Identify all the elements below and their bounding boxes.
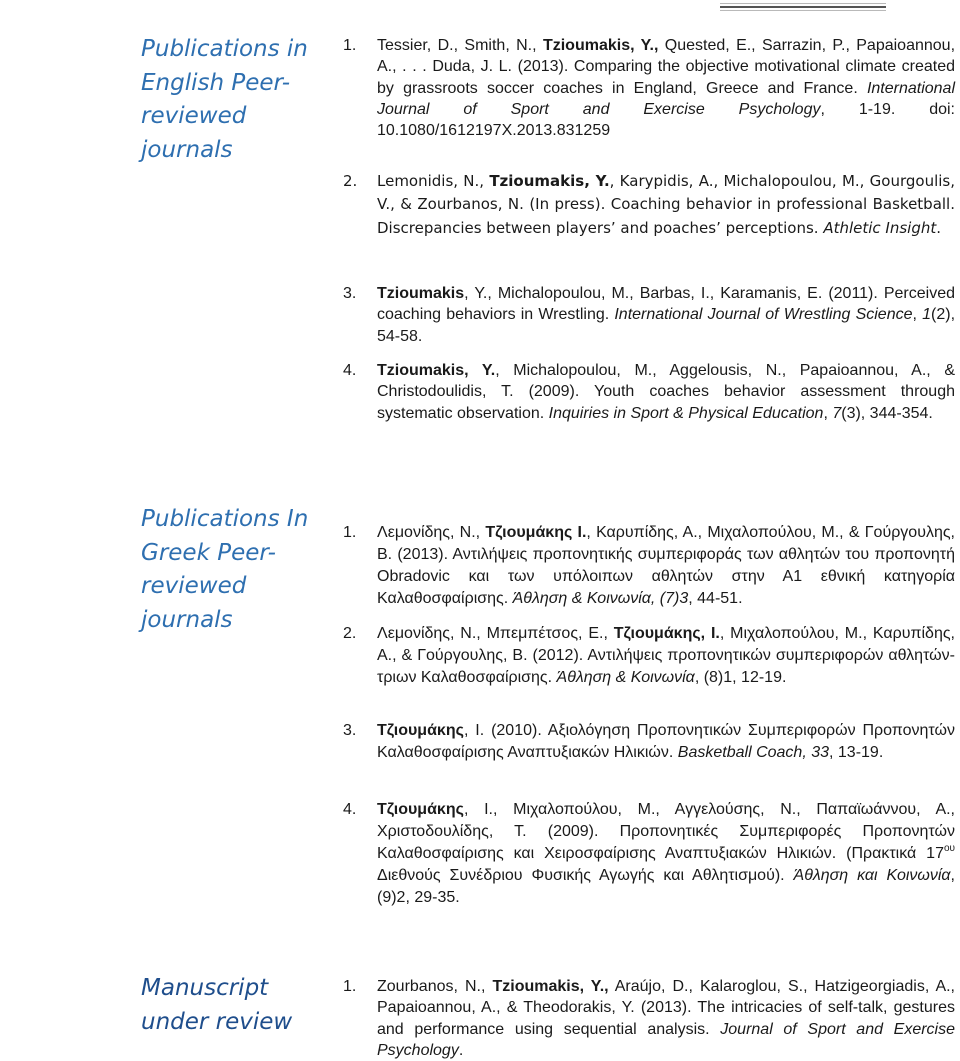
english-pub-2	[343, 170, 955, 240]
author-highlight: Τζιουμάκης	[377, 722, 464, 739]
greek-pub-2	[343, 623, 955, 689]
header-rule	[720, 3, 886, 11]
journal-name: International Journal of Sport and Exercise Psychology	[377, 79, 955, 118]
journal-name: Άθληση & Κοινωνία	[556, 668, 695, 686]
ordinal-superscript: ου	[943, 842, 955, 854]
pub-citation: Τζιουμάκης, Ι. (2010). Αξιολόγηση Προπονητικών Συμπεριφορών Προπονητών Καλαθοσφαίρισης Αναπτυξιακών Ηλικιών. Basketball Coach, 33, 13-19.	[377, 722, 955, 761]
pub-citation: Λεμονίδης, Ν., Μπεμπέτσος, Ε., Τζιουμάκης, Ι., Μιχαλοπούλου, Μ., Καρυπίδης, Α., & Γούργουλης, Β. (2012). Αντιλήψεις προπονητικών συμπεριφορών αθλητών-τριων Καλαθοσφαίρισης. Άθληση & Κοινωνία, (8)1, 12-19.	[377, 625, 955, 686]
greek-pub-1	[343, 522, 955, 610]
pub-number: 3.	[343, 285, 357, 302]
english-pub-1	[343, 35, 955, 141]
english-pub-4	[343, 360, 955, 424]
section-title-greek: Publications In Greek Peer-reviewed journals	[141, 506, 309, 633]
author-highlight: Tzioumakis	[377, 285, 465, 302]
pub-citation: Lemonidis, N., Tzioumakis, Y., Karypidis, A., Michalopoulou, M., Gourgoulis, V., & Zourbanos, N. (In press). Coaching behavior in professional Basketball. Discrepancies between players’ and poaches’ perceptions. Athletic Insight.	[377, 172, 955, 237]
section-title-english: Publications in English Peer-reviewed journals	[141, 36, 308, 163]
journal-name: Journal of Sport and Exercise Psychology	[377, 1020, 956, 1059]
author-highlight: Tzioumakis, Y.	[377, 362, 496, 379]
pub-citation: Τζιουμάκης, Ι., Μιχαλοπούλου, Μ., Αγγελούσης, Ν., Παπαϊωάννου, Α., Χριστοδουλίδης, Τ. (2009). Προπονητικές Συμπεριφορές Προπονητών Καλαθοσφαίρισης και Χειροσφαίρισης Αναπτυξιακών Ηλικιών. (Πρακτικά $17^{o\upsilon}$ Διεθνούς Συνέδριου Φυσικής Αγωγής και Αθλητισμού). Άθληση και Κοινωνία, (9)2, 29-35.	[377, 801, 955, 906]
pub-number: 4.	[343, 801, 357, 818]
volume: 7	[832, 404, 842, 422]
journal-name: International Journal of Wrestling Science	[614, 306, 913, 324]
pub-number: 3.	[343, 722, 357, 739]
pub-citation: Λεμονίδης, Ν., Τζιουμάκης Ι., Καρυπίδης, Α., Μιχαλοπούλου, Μ., & Γούργουλης, Β. (2013). Αντιλήψεις προπονητικής συμπεριφοράς των αθλητών του προπονητή Obradovic και των υπόλοιπων αθλητών στην Α1 εθνική κατηγορία Καλαθοσφαίρισης. Άθληση & Κοινωνία, (7)3, 44-51.	[377, 524, 956, 607]
author-highlight: Τζιουμάκης	[377, 801, 464, 818]
greek-pub-4	[343, 799, 955, 909]
section-title-manuscript: Manuscript under review	[141, 975, 293, 1035]
pub-citation: Zourbanos, N., Tzioumakis, Y., Araújo, D., Kalaroglou, S., Hatzigeorgiadis, A., Papaioannou, A., & Theodorakis, Y. (2013). The intricacies of self-talk, gestures and performance using sequential analysis. Journal of Sport and Exercise Psychology.	[377, 978, 956, 1059]
author-highlight: Tzioumakis, Y.,	[542, 37, 659, 54]
pub-number: 2.	[343, 625, 357, 642]
greek-pub-3	[343, 720, 955, 764]
pub-number: 1.	[343, 978, 357, 995]
pub-citation: Tzioumakis, Y., Michalopoulou, M., Aggelousis, N., Papaioannou, A., & Christodoulidis, T. (2009). Youth coaches behavior assessment through systematic observation. Inquiries in Sport & Physical Education, 7(3), 344-354.	[377, 362, 955, 422]
pub-citation: Tessier, D., Smith, N., Tzioumakis, Y., Quested, E., Sarrazin, P., Papaioannou, A., . . . Duda, J. L. (2013). Comparing the objective motivational climate created by grassroots soccer coaches in England, Greece and France. International Journal of Sport and Exercise Psychology, 1-19. doi: 10.1080/1612197X.2013.831259	[377, 37, 956, 140]
pub-number: 1.	[343, 524, 357, 541]
journal-name: Inquiries in Sport & Physical Education	[548, 404, 824, 422]
author-highlight: Τζιουμάκης, Ι.	[613, 625, 720, 642]
author-highlight: Tzioumakis, Y.	[489, 172, 610, 190]
journal-name: Άθληση και Κοινωνία	[793, 866, 951, 884]
pub-number: 2.	[343, 172, 358, 190]
english-pub-3	[343, 283, 955, 347]
pub-citation: Tzioumakis, Y., Michalopoulou, M., Barbas, I., Karamanis, E. (2011). Perceived coaching behaviors in Wrestling. International Journal of Wrestling Science, 1(2), 54-58.	[377, 285, 956, 345]
journal-name: Basketball Coach, 33	[677, 743, 829, 761]
journal-name: Athletic Insight	[823, 218, 937, 237]
author-highlight: Τζιουμάκης Ι.	[485, 524, 587, 541]
pub-number: 4.	[343, 362, 357, 379]
journal-name: Άθληση & Κοινωνία, (7)3	[512, 589, 689, 607]
pub-number: 1.	[343, 37, 357, 54]
volume: 1	[922, 306, 932, 324]
author-highlight: Tzioumakis, Y.,	[492, 978, 609, 995]
manuscript-pub-1	[343, 976, 955, 1061]
